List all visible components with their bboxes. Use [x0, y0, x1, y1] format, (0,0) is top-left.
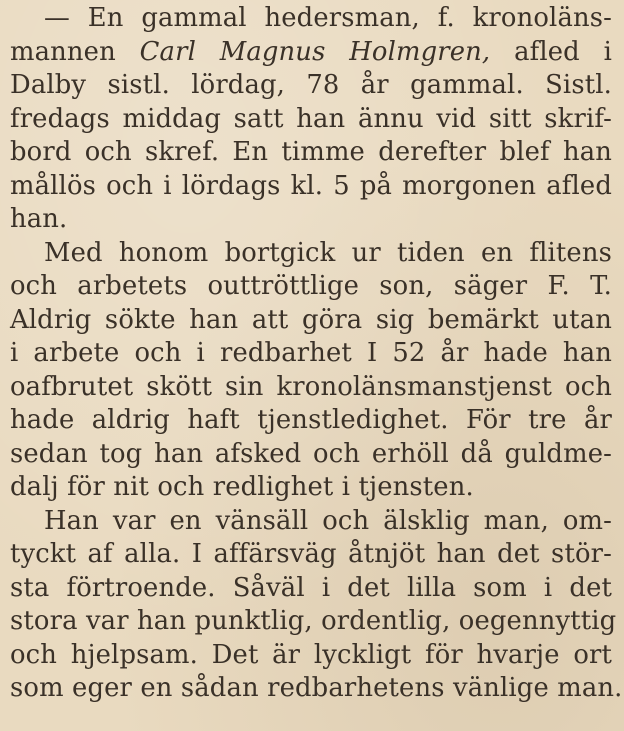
article-paragraph: [10, 505, 623, 706]
text-segment: hade aldrig haft tjenstledighet. För tre år: [10, 405, 612, 435]
text-line: [10, 270, 612, 304]
text-line: [10, 203, 612, 237]
text-line: [10, 2, 612, 36]
text-segment: han.: [10, 204, 68, 234]
text-segment: bord och skref. En timme derefter blef han: [10, 137, 612, 167]
text-line: [10, 36, 612, 70]
text-segment: stora var han punktlig, ordentlig, oegennyttig: [10, 606, 617, 636]
text-line: [10, 605, 617, 639]
text-segment: fredags middag satt han ännu vid sitt skrif-: [10, 103, 612, 134]
text-segment: Han var en vänsäll och älsklig man, om-: [44, 505, 612, 536]
text-line: [10, 505, 612, 539]
text-segment: Dalby sistl. lördag, 78 år gammal. Sistl.: [10, 70, 612, 100]
obituary-article: [10, 2, 623, 706]
text-segment: och hjelpsam. Det är lyckligt för hvarje ort: [10, 639, 612, 670]
text-line: [10, 337, 612, 371]
text-segment: mållös och i lördags kl. 5 på morgonen afled: [10, 170, 612, 201]
text-segment: afled i: [490, 36, 613, 67]
text-segment: sta förtroende. Såväl i det lilla som i det: [10, 572, 612, 603]
text-segment: i arbete och i redbarhet I 52 år hade han: [10, 338, 612, 368]
text-segment: oafbrutet skött sin kronolänsmanstjenst och: [10, 371, 612, 402]
text-line: [10, 438, 612, 472]
text-segment: dalj för nit och redlighet i tjensten.: [10, 472, 474, 502]
text-line: [10, 304, 612, 338]
text-line: [10, 538, 612, 572]
text-line: [10, 639, 612, 673]
text-line: [10, 237, 612, 271]
article-paragraph: [10, 2, 612, 237]
text-line: [10, 471, 612, 505]
text-segment: mannen: [10, 36, 140, 67]
text-segment: — En gammal hedersman, f. kronoläns-: [44, 3, 612, 33]
text-segment: Med honom bortgick ur tiden en flitens: [44, 237, 612, 268]
name-italic: Carl Magnus Holmgren,: [139, 36, 491, 67]
text-line: [10, 69, 612, 103]
text-line: [10, 572, 612, 606]
text-segment: sedan tog han afsked och erhöll då guldme-: [10, 438, 612, 469]
text-line: [10, 404, 612, 438]
text-line: [10, 136, 612, 170]
article-paragraph: [10, 237, 612, 505]
text-segment: och arbetets outtröttlige son, säger F. T.: [10, 271, 612, 301]
text-segment: tyckt af alla. I affärsväg åtnjöt han det stör-: [10, 539, 612, 569]
text-line: [10, 170, 612, 204]
text-line: [10, 672, 623, 706]
text-segment: som eger en sådan redbarhetens vänlige man.: [10, 673, 623, 703]
text-line: [10, 371, 612, 405]
text-segment: Aldrig sökte han att göra sig bemärkt utan: [10, 304, 612, 335]
text-line: [10, 103, 612, 137]
